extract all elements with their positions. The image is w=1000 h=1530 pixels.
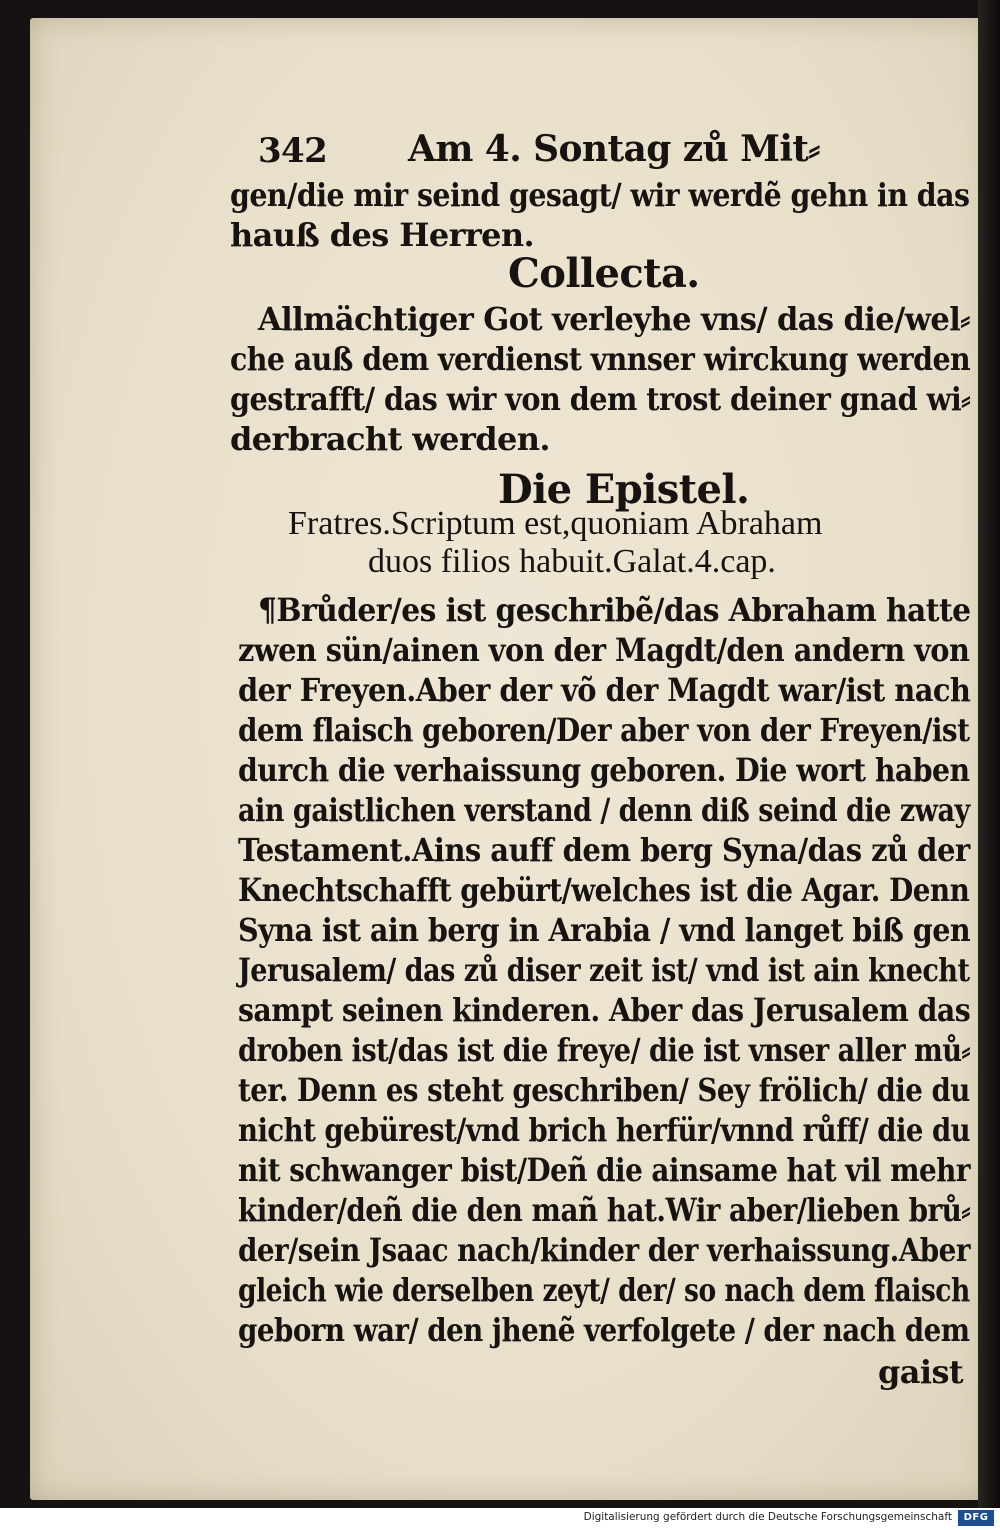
book-page — [30, 18, 988, 1500]
collecta-line: derbracht werden. — [230, 420, 550, 458]
collecta-line: che auß dem verdienst vnnser wirckung werden — [230, 340, 971, 378]
epistel-line: durch die verhaissung geboren. Die wort haben — [238, 751, 970, 789]
epistel-line: ain gaistlichen verstand / denn diß seind die zway — [238, 791, 970, 829]
epistel-line: Jerusalem/ das zů diser zeit ist/ vnd ist ain knecht — [238, 951, 970, 989]
epistel-line: Knechtschafft gebürt/welches ist die Agar. Denn — [238, 871, 970, 909]
epistel-line: sampt seinen kinderen. Aber das Jerusalem das — [238, 991, 971, 1029]
epistel-heading: Die Epistel. — [498, 466, 750, 513]
epistel-line: ter. Denn es steht geschriben/ Sey frölich/ die du — [238, 1071, 970, 1109]
epistel-line: nit schwanger bist/Deñ die ainsame hat vil mehr — [238, 1151, 970, 1189]
epistel-line: nicht gebürest/vnd brich herfür/vnnd růff/ die du — [238, 1111, 971, 1149]
funding-note: Digitalisierung gefördert durch die Deutsche Forschungsgemeinschaft — [583, 1511, 952, 1523]
latin-line: duos filios habuit.Galat.4.cap. — [368, 543, 776, 580]
epistel-line: gleich wie derselben zeyt/ der/ so nach dem flaisch — [238, 1271, 970, 1309]
page-number: 342 — [258, 131, 328, 171]
epistel-line: dem flaisch geboren/Der aber von der Freyen/ist — [238, 711, 970, 749]
epistel-line: der/sein Jsaac nach/kinder der verhaissung.Aber — [238, 1231, 970, 1269]
intro-line: gen/die mir seind gesagt/ wir werdẽ gehn in das — [230, 176, 970, 214]
footer-bar — [0, 1508, 1000, 1530]
epistel-line: geborn war/ den jhenẽ verfolgete / der nach dem — [238, 1311, 970, 1349]
collecta-heading: Collecta. — [508, 250, 700, 297]
book-edge — [978, 0, 1000, 1508]
latin-line: Fratres.Scriptum est,quoniam Abraham — [288, 505, 823, 542]
epistel-line: kinder/deñ die den mañ hat.Wir aber/lieben brů⸗ — [238, 1191, 971, 1229]
running-title: Am 4. Sontag zů Mit⸗ — [408, 128, 820, 170]
epistel-line: ¶Brůder/es ist geschribẽ/das Abraham hatte — [258, 591, 971, 629]
epistel-line: droben ist/das ist die freye/ die ist vnser aller mů⸗ — [238, 1031, 971, 1069]
epistel-line: Syna ist ain berg in Arabia / vnd langet biß gen — [238, 911, 971, 949]
intro-line: hauß des Herren. — [230, 216, 535, 254]
epistel-line: der Freyen.Aber der võ der Magdt war/ist nach — [238, 671, 971, 709]
collecta-line: Allmächtiger Got verleyhe vns/ das die/wel⸗ — [258, 300, 970, 338]
epistel-line: Testament.Ains auff dem berg Syna/das zů der — [238, 831, 970, 869]
catchword: gaist — [878, 1353, 964, 1391]
epistel-line: zwen sün/ainen von der Magdt/den andern von — [238, 631, 970, 669]
collecta-line: gestrafft/ das wir von dem trost deiner gnad wi⸗ — [230, 380, 971, 418]
dfg-logo: DFG — [958, 1510, 994, 1526]
